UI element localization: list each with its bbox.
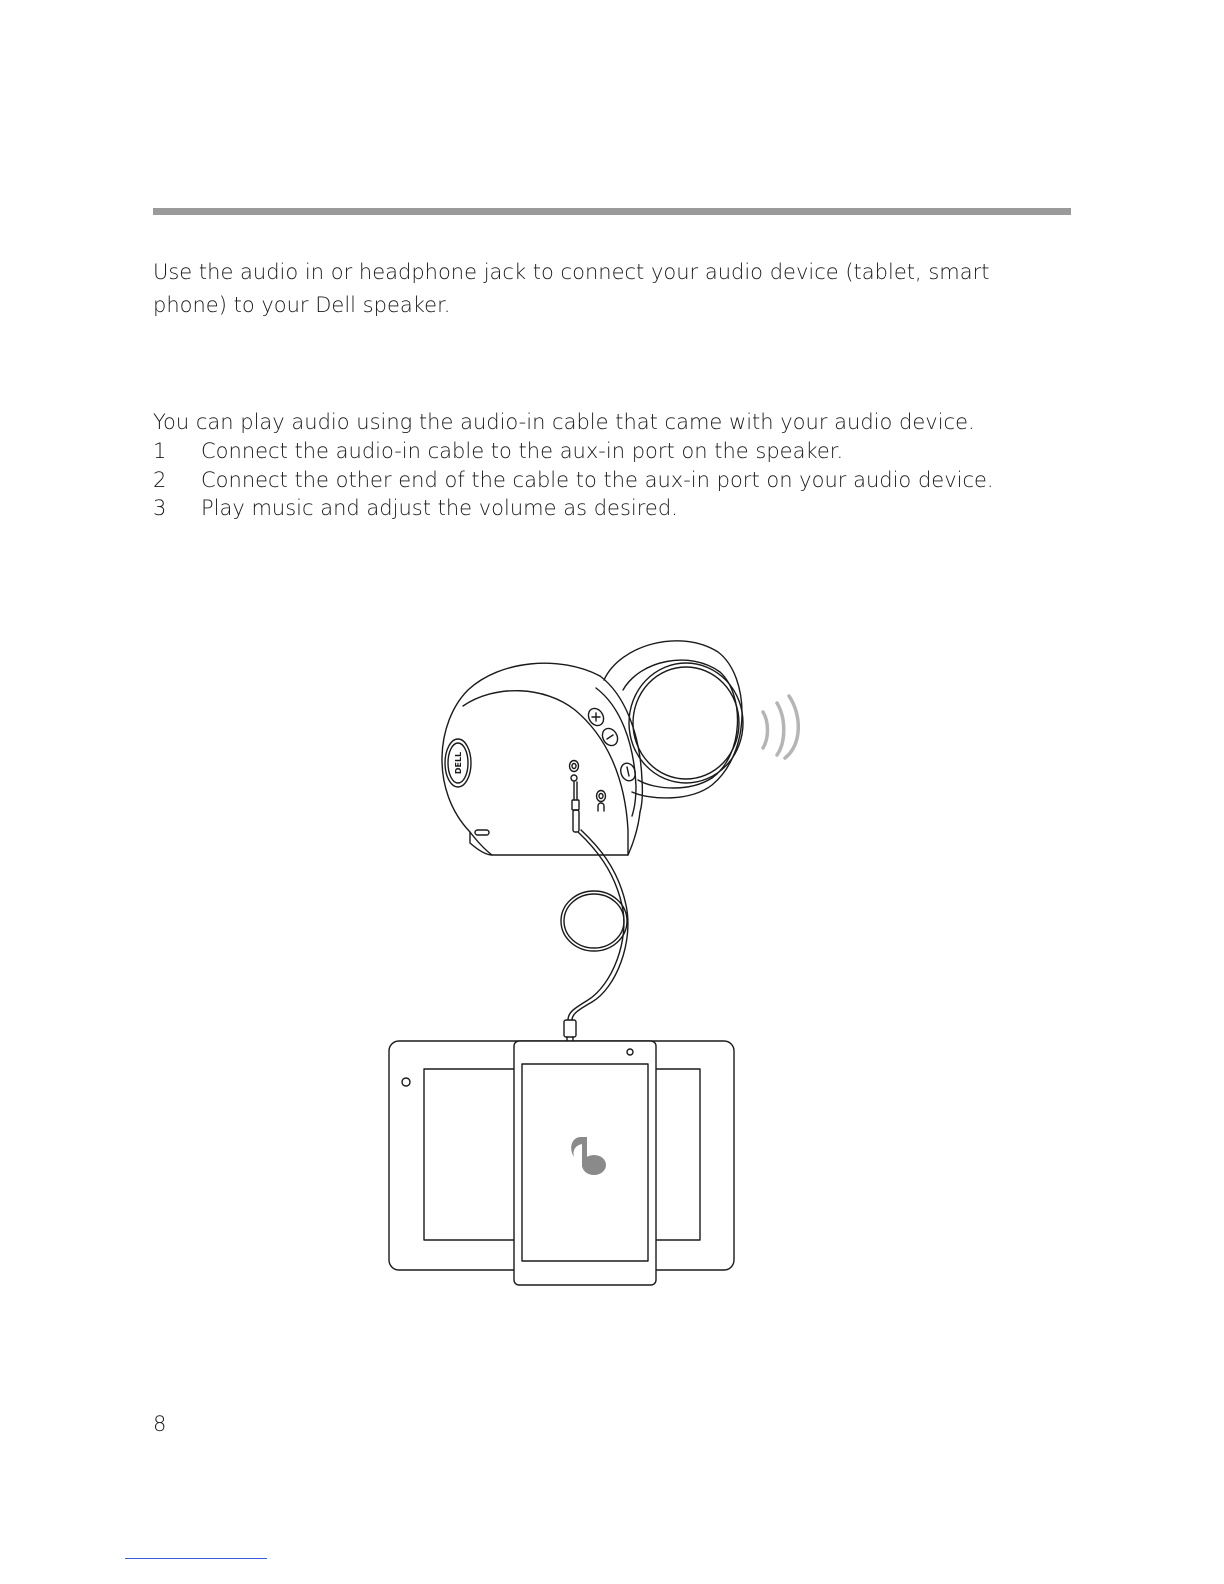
intro-paragraph — [153, 256, 1053, 322]
intro-line-1: Use the audio in or headphone jack to connect your audio device (tablet, smart — [153, 260, 990, 284]
intro-line-2: phone) to your Dell speaker. — [153, 293, 451, 317]
sound-waves-icon — [763, 696, 798, 758]
step-text: Connect the other end of the cable to the aux-in port on your audio device. — [201, 467, 994, 492]
headphone-icon — [597, 791, 606, 812]
section-divider — [153, 208, 1071, 215]
speaker-icon — [442, 663, 642, 855]
list-item — [153, 494, 1053, 523]
audio-cable-icon — [561, 830, 628, 1043]
power-icon — [618, 761, 637, 783]
steps-list — [153, 437, 1053, 523]
step-text: Play music and adjust the volume as desired. — [201, 496, 678, 520]
audio-plug-icon — [572, 782, 579, 832]
speaker-driver-icon — [604, 641, 743, 798]
step-number: 3 — [153, 496, 167, 520]
volume-down-icon — [599, 726, 620, 749]
instructions-lead: You can play audio using the audio-in cable that came with your audio device. — [153, 410, 975, 434]
dell-logo: DELL — [454, 751, 463, 775]
footer-link-underline — [125, 1558, 267, 1559]
step-number: 2 — [153, 467, 167, 492]
page-number: 8 — [153, 1412, 167, 1436]
volume-up-icon — [585, 706, 606, 729]
aux-in-icon — [570, 761, 579, 782]
step-number: 1 — [153, 439, 167, 463]
step-text: Connect the audio-in cable to the aux-in port on the speaker. — [201, 439, 844, 463]
list-item — [153, 437, 1053, 466]
speaker-connection-illustration — [380, 630, 820, 1300]
list-item — [153, 466, 1053, 495]
